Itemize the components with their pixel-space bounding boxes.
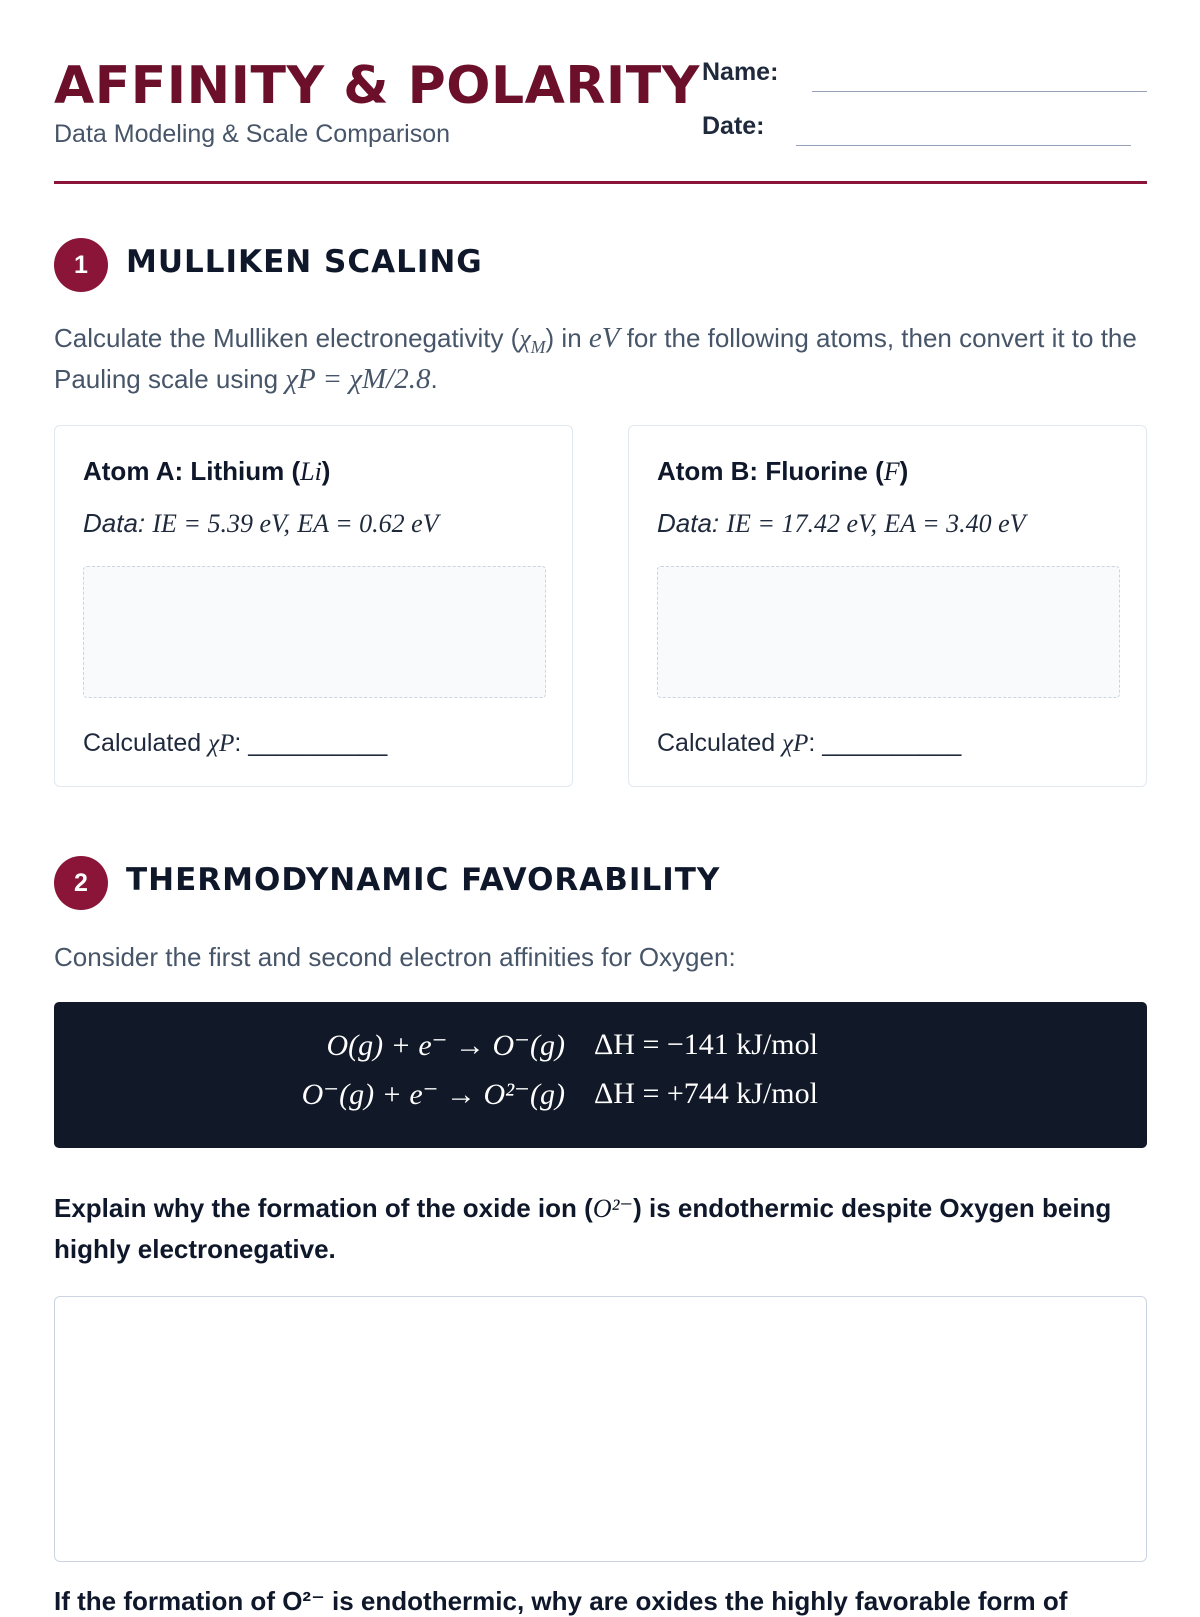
date-field[interactable] — [796, 145, 1131, 146]
section-1-number: 1 — [54, 238, 108, 292]
atom-a-work-area[interactable] — [83, 566, 546, 698]
equation-enthalpy: ΔH = +744 kJ/mol — [594, 1077, 818, 1110]
atom-a-card — [54, 425, 573, 787]
atom-b-result[interactable]: Calculated χP: __________ — [657, 729, 962, 757]
worksheet-header — [54, 52, 1147, 184]
atom-b-work-area[interactable] — [657, 566, 1120, 698]
section-1-instructions: Calculate the Mulliken electronegativity $(\chi_M)$ in eV for the following atoms, then convert it to the Pauling scale using χP = χM/2.8. — [54, 322, 1137, 395]
name-label: Name: — [702, 58, 779, 86]
name-field[interactable] — [812, 91, 1147, 92]
equation-panel — [54, 1002, 1147, 1148]
atom-a-result[interactable]: Calculated χP: __________ — [83, 729, 388, 757]
section-2-title: THERMODYNAMIC FAVORABILITY — [126, 862, 721, 898]
atom-a-title: Atom A: Lithium (Li) — [83, 456, 331, 486]
atom-a-data: Data: IE = 5.39 eV, EA = 0.62 eV — [83, 508, 439, 538]
atom-b-card — [628, 425, 1147, 787]
equation-reaction: O⁻(g) + e⁻ → O²⁻(g) — [301, 1078, 565, 1111]
section-2-number: 2 — [54, 856, 108, 910]
worksheet-subtitle: Data Modeling & Scale Comparison — [54, 120, 451, 148]
section-2-question: Explain why the formation of the oxide ion (O²⁻) is endothermic despite Oxygen being highly electronegative. — [54, 1193, 1112, 1264]
section-1-title: MULLIKEN SCALING — [126, 244, 483, 280]
worksheet-title: AFFINITY & POLARITY — [54, 56, 700, 116]
answer-area[interactable] — [54, 1296, 1147, 1562]
atom-b-title: Atom B: Fluorine (F) — [657, 456, 909, 486]
equation-enthalpy: ΔH = −141 kJ/mol — [594, 1028, 818, 1061]
date-label: Date: — [702, 112, 765, 140]
atom-b-data: Data: IE = 17.42 eV, EA = 3.40 eV — [657, 508, 1026, 538]
next-question-text: If the formation of O²⁻ is endothermic, why are oxides the highly favorable form of — [54, 1586, 1068, 1616]
section-2-intro: Consider the first and second electron affinities for Oxygen: — [54, 942, 736, 972]
equation-reaction: O(g) + e⁻ → O⁻(g) — [326, 1029, 565, 1062]
